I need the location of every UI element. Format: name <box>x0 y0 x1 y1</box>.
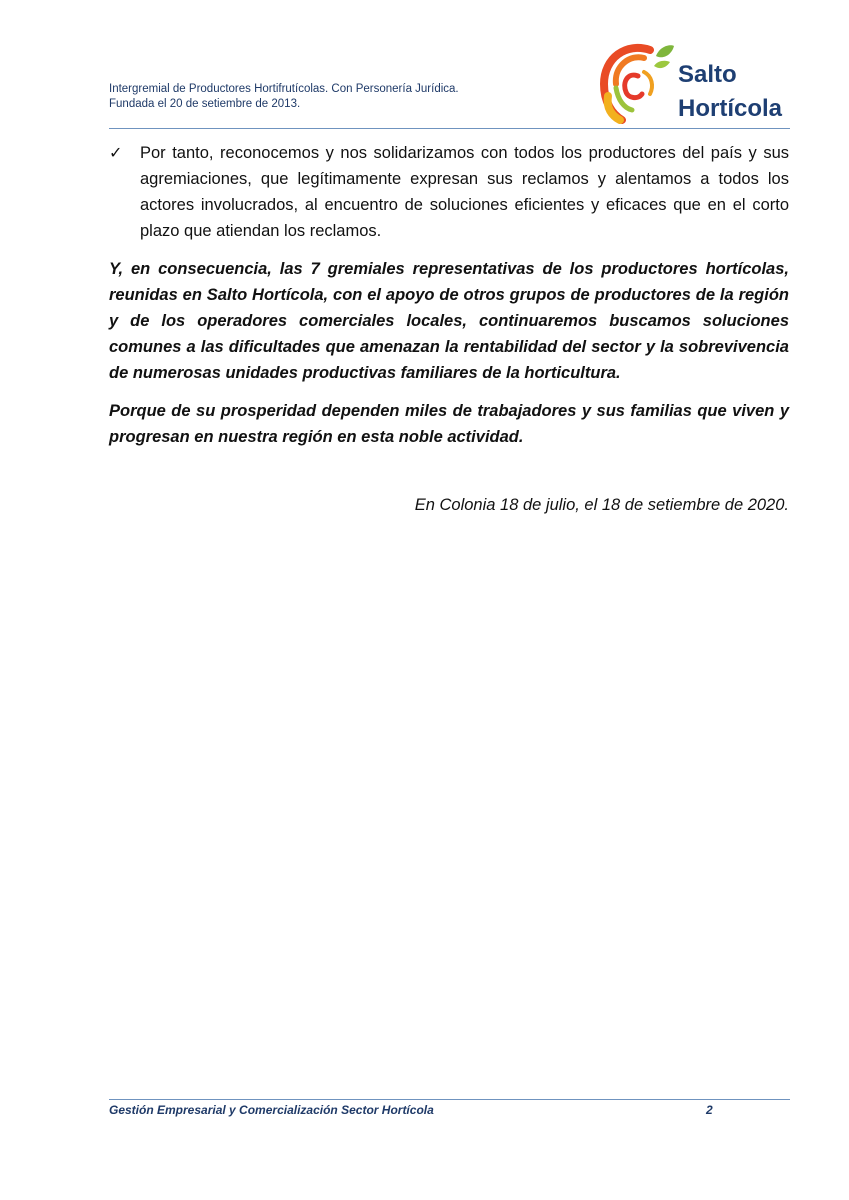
footer-title: Gestión Empresarial y Comercialización Sector Hortícola <box>109 1103 434 1117</box>
paragraph-consecuencia: Y, en consecuencia, las 7 gremiales representativas de los productores hortícolas, reunidas en Salto Hortícola, con el apoyo de otros grupos de productores de la región y de los operadores comerciales locales, continuaremos buscamos soluciones comunes a las dificultades que amenazan la rentabilidad del sector y la sobrevivencia de numerosas unidades productivas familiares de la horticultura. <box>109 260 789 382</box>
check-icon: ✓ <box>109 143 123 162</box>
document-body <box>109 140 789 518</box>
header-text <box>109 82 459 112</box>
header-divider <box>109 128 790 129</box>
salto-horticola-logo <box>598 36 798 126</box>
footer-divider <box>109 1099 790 1100</box>
signoff-date: En Colonia 18 de julio, el 18 de setiembre de 2020. <box>414 496 789 514</box>
bullet-text: Por tanto, reconocemos y nos solidarizamos con todos los productores del país y sus agremiaciones, que legítimamente expresan sus reclamos y alentamos a todos los actores involucrados, al encuentro de soluciones eficientes y eficaces que en el corto plazo que atiendan los reclamos. <box>140 144 789 240</box>
header-line-1: Intergremial de Productores Hortifrutícolas. Con Personería Jurídica. <box>109 83 459 95</box>
page-number: 2 <box>706 1103 713 1117</box>
bullet-item <box>109 140 789 244</box>
logo-word-horticola: Hortícola <box>678 95 783 122</box>
logo-word-salto: Salto <box>678 61 737 88</box>
header-line-2: Fundada el 20 de setiembre de 2013. <box>109 98 301 110</box>
logo-mark-icon <box>598 36 678 126</box>
paragraph-prosperidad: Porque de su prosperidad dependen miles de trabajadores y sus familias que viven y progresan en nuestra región en esta noble actividad. <box>109 402 789 446</box>
